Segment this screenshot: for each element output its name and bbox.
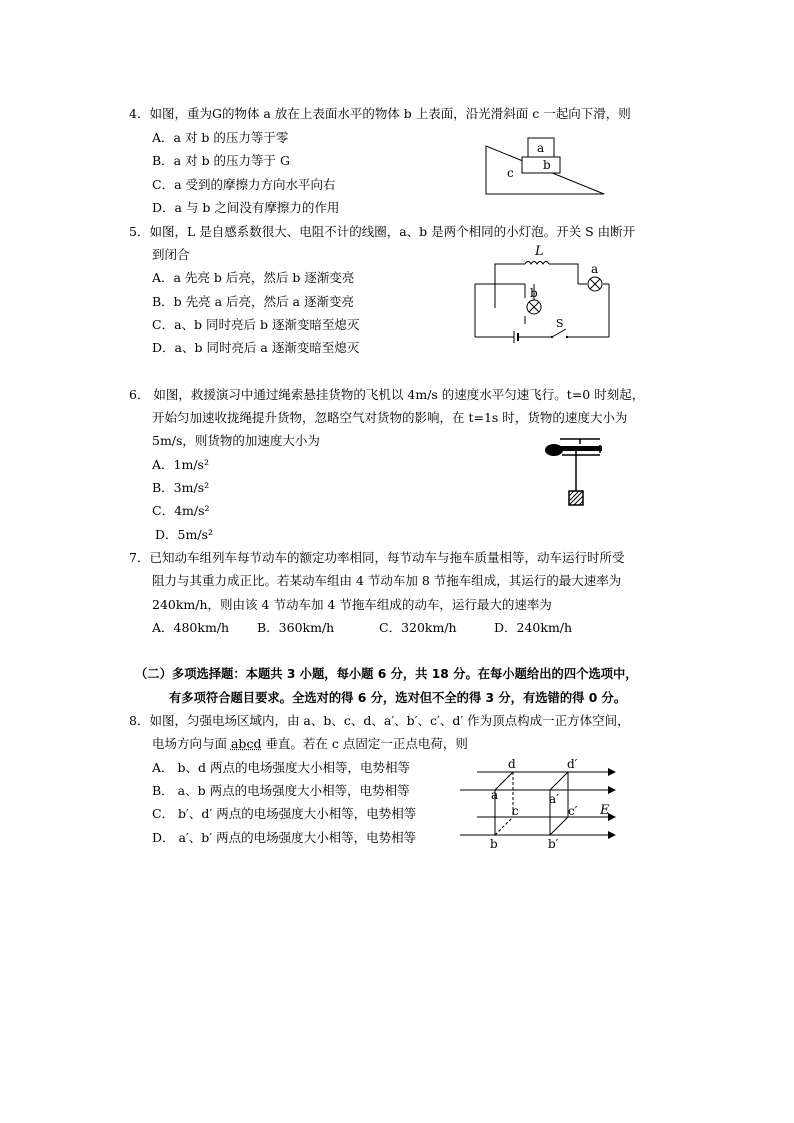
q5-option-d: D．a、b 同时亮后 a 逐渐变暗至熄灭 [152,340,360,355]
q8-fig-label-c: c [512,804,519,818]
q8-fig-label-d: d [508,757,516,771]
q4-option-d: D．a 与 b 之间没有摩擦力的作用 [152,200,340,215]
q4-fig-label-a: a [537,141,545,155]
q4-fig-label-c: c [507,166,514,180]
q7-stem-line1: 7．已知动车组列车每节动车的额定功率相同，每节动车与拖车质量相等，动车运行时所受 [129,550,625,565]
q4-incline-figure [480,138,610,196]
q4-option-a: A．a 对 b 的压力等于零 [152,130,289,145]
q8-cube-figure [455,755,620,855]
q5-option-c: C．a、b 同时亮后 b 逐渐变暗至熄灭 [152,317,360,332]
q7-option-d: D．240km/h [494,620,573,635]
q8-face-abcd: abcd [230,736,262,751]
q6-option-c: C．4m/s² [152,503,210,518]
q4-option-c: C．a 受到的摩擦力方向水平向右 [152,177,336,192]
helicopter-icon [545,439,602,456]
q7-option-b: B．360km/h [257,620,335,635]
q5-stem-line2: 到闭合 [152,247,190,262]
q7-stem-line3: 240km/h，则由该 4 节动车加 4 节拖车组成的动车，运行最大的速率为 [152,597,552,612]
q8-stem-line2: 电场方向与面 abcd 垂直。若在 c 点固定一正点电荷，则 [152,736,468,751]
q8-option-d: D． a′、b′ 两点的电场强度大小相等，电势相等 [152,830,417,845]
q6-option-d: D．5m/s² [155,527,213,542]
section2-heading-line1: （二）多项选择题：本题共 3 小题，每小题 6 分，共 18 分。在每小题给出的四个选项中， [135,667,638,681]
q6-stem-line3: 5m/s，则货物的加速度大小为 [152,433,320,448]
q8-option-c: C． b′、d′ 两点的电场强度大小相等，电势相等 [152,806,417,821]
q8-fig-label-c-prime: c′ [568,804,578,818]
q6-option-a: A．1m/s² [152,457,209,472]
q4-fig-label-b: b [543,158,551,172]
cargo-box-icon [569,491,583,505]
q6-stem-line2: 开始匀加速收拢绳提升货物，忽略空气对货物的影响，在 t=1s 时，货物的速度大小为 [152,410,628,425]
q8-option-b: B． a、b 两点的电场强度大小相等，电势相等 [152,783,410,798]
q6-stem-line1: 6． 如图，救援演习中通过绳索悬挂货物的飞机以 4m/s 的速度水平匀速飞行。t=0 时刻起， [129,387,645,402]
q5-lamp-a-icon [588,277,602,291]
q5-circuit-figure [470,242,615,342]
q5-lamp-b-icon [527,300,541,314]
q8-fig-label-E: E [600,803,610,818]
q5-option-b: B．b 先亮 a 后亮，然后 a 逐渐变亮 [152,294,354,309]
q6-option-b: B．3m/s² [152,480,210,495]
q7-option-a: A．480km/h [152,620,230,635]
q7-stem-line2: 阻力与其重力成正比。若某动车组由 4 节动车加 8 节拖车组成，其运行的最大速率为 [152,573,622,588]
q4-stem: 4．如图，重为G的物体 a 放在上表面水平的物体 b 上表面，沿光滑斜面 c 一起向下滑，则 [129,106,631,121]
q8-fig-label-d-prime: d′ [567,757,578,771]
q8-option-a: A． b、d 两点的电场强度大小相等，电势相等 [152,760,410,775]
q8-fig-label-b: b [490,837,498,851]
q5-fig-label-S: S [556,317,564,330]
q5-stem-line1: 5．如图，L 是自感系数很大、电阻不计的线圈，a、b 是两个相同的小灯泡。开关 S 由断开 [129,224,636,239]
q8-stem-line1: 8．如图，匀强电场区域内，由 a、b、c、d、a′、b′、c′、d′ 作为顶点构成一正方体空间， [129,713,630,728]
section2-heading-line2: 有多项符合题目要求。全选对的得 6 分，选对但不全的得 3 分，有选错的得 0 分。 [169,691,627,705]
q6-helicopter-figure [540,436,610,510]
q8-fig-label-a: a [491,788,499,802]
q7-option-c: C．320km/h [379,620,457,635]
q8-fig-label-a-prime: a′ [549,792,559,806]
q5-fig-label-b: b [530,286,538,300]
q4-option-b: B．a 对 b 的压力等于 G [152,153,291,168]
q8-fig-label-b-prime: b′ [548,837,559,851]
q5-fig-label-L: L [535,244,544,259]
q5-option-a: A．a 先亮 b 后亮，然后 b 逐渐变亮 [152,270,355,285]
q5-fig-label-a: a [591,262,599,276]
